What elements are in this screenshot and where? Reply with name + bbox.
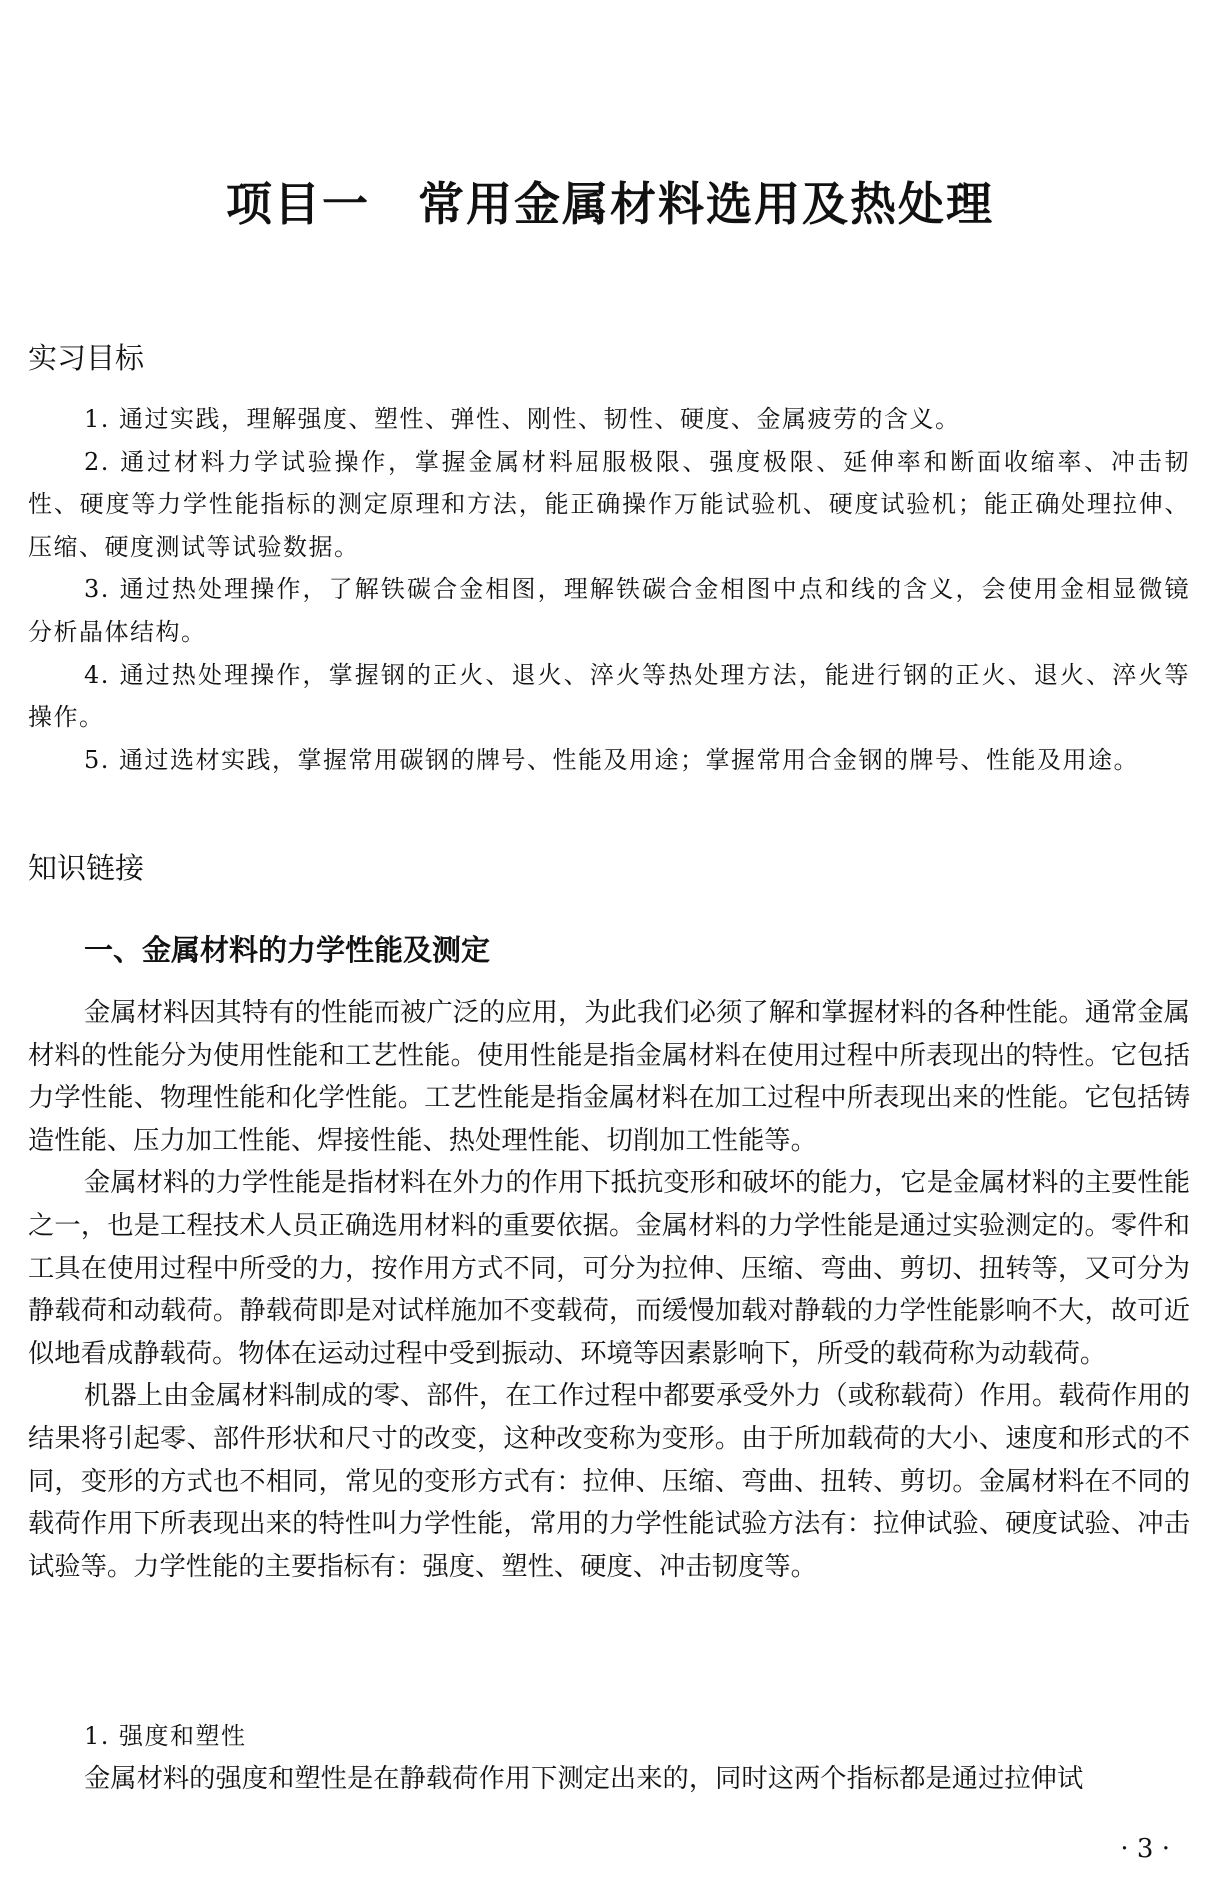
objective-item: 5. 通过选材实践，掌握常用碳钢的牌号、性能及用途；掌握常用合金钢的牌号、性能及用途。 (84, 745, 1140, 774)
knowledge-heading: 知识链接 (28, 851, 145, 885)
body-paragraph: 金属材料的强度和塑性是在静载荷作用下测定出来的，同时这两个指标都是通过拉伸试 (84, 1764, 1084, 1794)
body-paragraph: 机器上由金属材料制成的零、部件，在工作过程中都要承受外力（或称载荷）作用。载荷作用的结果将引起零、部件形状和尺寸的改变，这种改变称为变形。由于所加载荷的大小、速度和形式的不同，变形的方式也不相同，常见的变形方式有：拉伸、压缩、弯曲、扭转、剪切。金属材料在不同的载荷作用下所表现出来的特性叫力学性能，常用的力学性能试验方法有：拉伸试验、硬度试验、冲击试验等。力学性能的主要指标有：强度、塑性、硬度、冲击韧度等。 (28, 1381, 1190, 1582)
objectives-list (28, 398, 1190, 781)
page-number: · 3 · (1120, 1834, 1170, 1864)
objective-item: 2. 通过材料力学试验操作，掌握金属材料屈服极限、强度极限、延伸率和断面收缩率、冲击韧性、硬度等力学性能指标的测定原理和方法，能正确操作万能试验机、硬度试验机；能正确处理拉伸、压缩、硬度测试等试验数据。 (28, 447, 1190, 561)
body-paragraph: 金属材料因其特有的性能而被广泛的应用，为此我们必须了解和掌握材料的各种性能。通常金属材料的性能分为使用性能和工艺性能。使用性能是指金属材料在使用过程中所表现出的特性。它包括力学性能、物理性能和化学性能。工艺性能是指金属材料在加工过程中所表现出来的性能。它包括铸造性能、压力加工性能、焊接性能、热处理性能、切削加工性能等。 (28, 998, 1190, 1156)
body-paragraph: 金属材料的力学性能是指材料在外力的作用下抵抗变形和破坏的能力，它是金属材料的主要性能之一，也是工程技术人员正确选用材料的重要依据。金属材料的力学性能是通过实验测定的。零件和工具在使用过程中所受的力，按作用方式不同，可分为拉伸、压缩、弯曲、剪切、扭转等，又可分为静载荷和动载荷。静载荷即是对试样施加不变载荷，而缓慢加载对静载的力学性能影响不大，故可近似地看成静载荷。物体在运动过程中受到振动、环境等因素影响下，所受的载荷称为动载荷。 (28, 1168, 1190, 1369)
objective-item: 4. 通过热处理操作，掌握钢的正火、退火、淬火等热处理方法，能进行钢的正火、退火、淬火等操作。 (28, 660, 1190, 732)
item-heading: 1. 强度和塑性 (84, 1722, 247, 1750)
last-paragraph-block (28, 1758, 1190, 1801)
body-paragraphs (28, 992, 1190, 1588)
chapter-title: 项目一 常用金属材料选用及热处理 (226, 177, 994, 231)
objectives-heading: 实习目标 (28, 341, 145, 375)
subsection-title: 一、金属材料的力学性能及测定 (84, 933, 491, 967)
objective-item: 1. 通过实践，理解强度、塑性、弹性、刚性、韧性、硬度、金属疲劳的含义。 (84, 405, 961, 433)
objective-item: 3. 通过热处理操作，了解铁碳合金相图，理解铁碳合金相图中点和线的含义，会使用金相显微镜分析晶体结构。 (28, 575, 1190, 646)
